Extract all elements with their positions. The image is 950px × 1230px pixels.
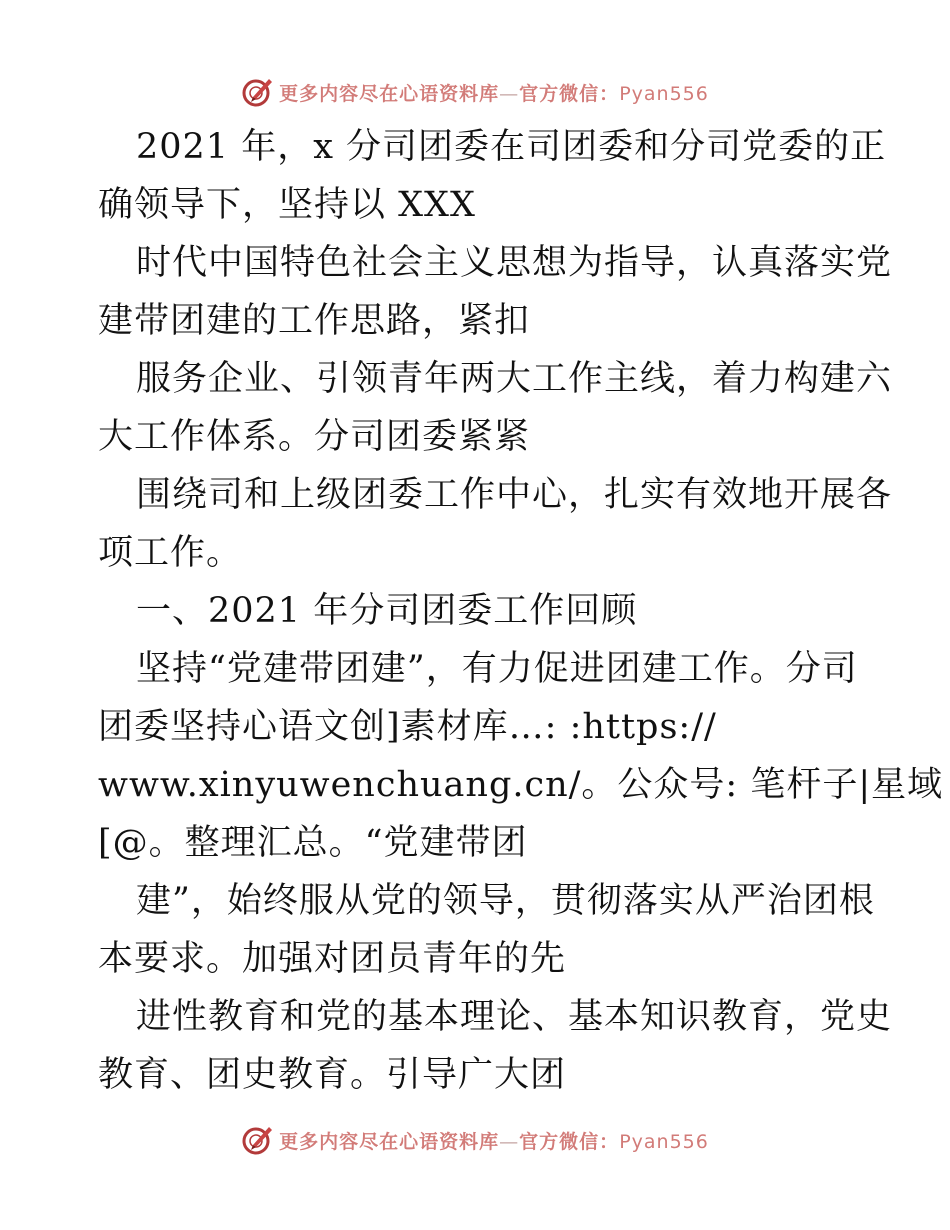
text-line: 项工作。: [98, 533, 243, 573]
text-line: 大工作体系。分司团委紧紧: [98, 417, 531, 457]
text-line: 服务企业、引领青年两大工作主线，着力构建六: [136, 359, 893, 399]
text-line: 围绕司和上级团委工作中心，扎实有效地开展各: [136, 475, 893, 515]
text-line: 建带团建的工作思路，紧扣: [98, 301, 531, 341]
watermark-dash: —: [499, 82, 520, 105]
quill-seal-icon: [241, 75, 275, 109]
text-line: 进性教育和党的基本理论、基本知识教育，党史: [136, 997, 893, 1037]
watermark-site: 更多内容尽在心语资料库: [279, 1130, 500, 1153]
header-watermark: [0, 72, 950, 112]
text-line: www.xinyuwenchuang.cn/。公众号: 笔杆子|星域: [98, 765, 944, 805]
watermark-text: [279, 1127, 709, 1154]
text-line: 本要求。加强对团员青年的先: [98, 939, 567, 979]
text-line: 时代中国特色社会主义思想为指导，认真落实党: [136, 243, 893, 283]
section-heading: 一、2021 年分司团委工作回顾: [136, 591, 638, 631]
text-line: 教育、团史教育。引导广大团: [98, 1055, 567, 1095]
text-line: 建”，始终服从党的领导，贯彻落实从严治团根: [136, 881, 875, 921]
watermark-wechat-label: 官方微信：: [519, 1130, 620, 1153]
watermark-site: 更多内容尽在心语资料库: [279, 82, 500, 105]
text-line: 团委坚持心语文创]素材库…: :https://: [98, 707, 717, 747]
text-line: 坚持“党建带团建”，有力促进团建工作。分司: [136, 649, 858, 689]
watermark-wechat-label: 官方微信：: [519, 82, 620, 105]
footer-watermark: [0, 1120, 950, 1160]
quill-seal-icon: [241, 1123, 275, 1157]
watermark-text: [279, 79, 709, 106]
watermark-account: Pyan556: [619, 82, 709, 105]
watermark-account: Pyan556: [619, 1130, 709, 1153]
watermark-dash: —: [499, 1130, 520, 1153]
text-line: [@。整理汇总。“党建带团: [98, 823, 528, 863]
text-line: 2021 年，x 分司团委在司团委和分司党委的正: [136, 127, 887, 167]
text-line: 确领导下，坚持以 XXX: [98, 185, 476, 225]
